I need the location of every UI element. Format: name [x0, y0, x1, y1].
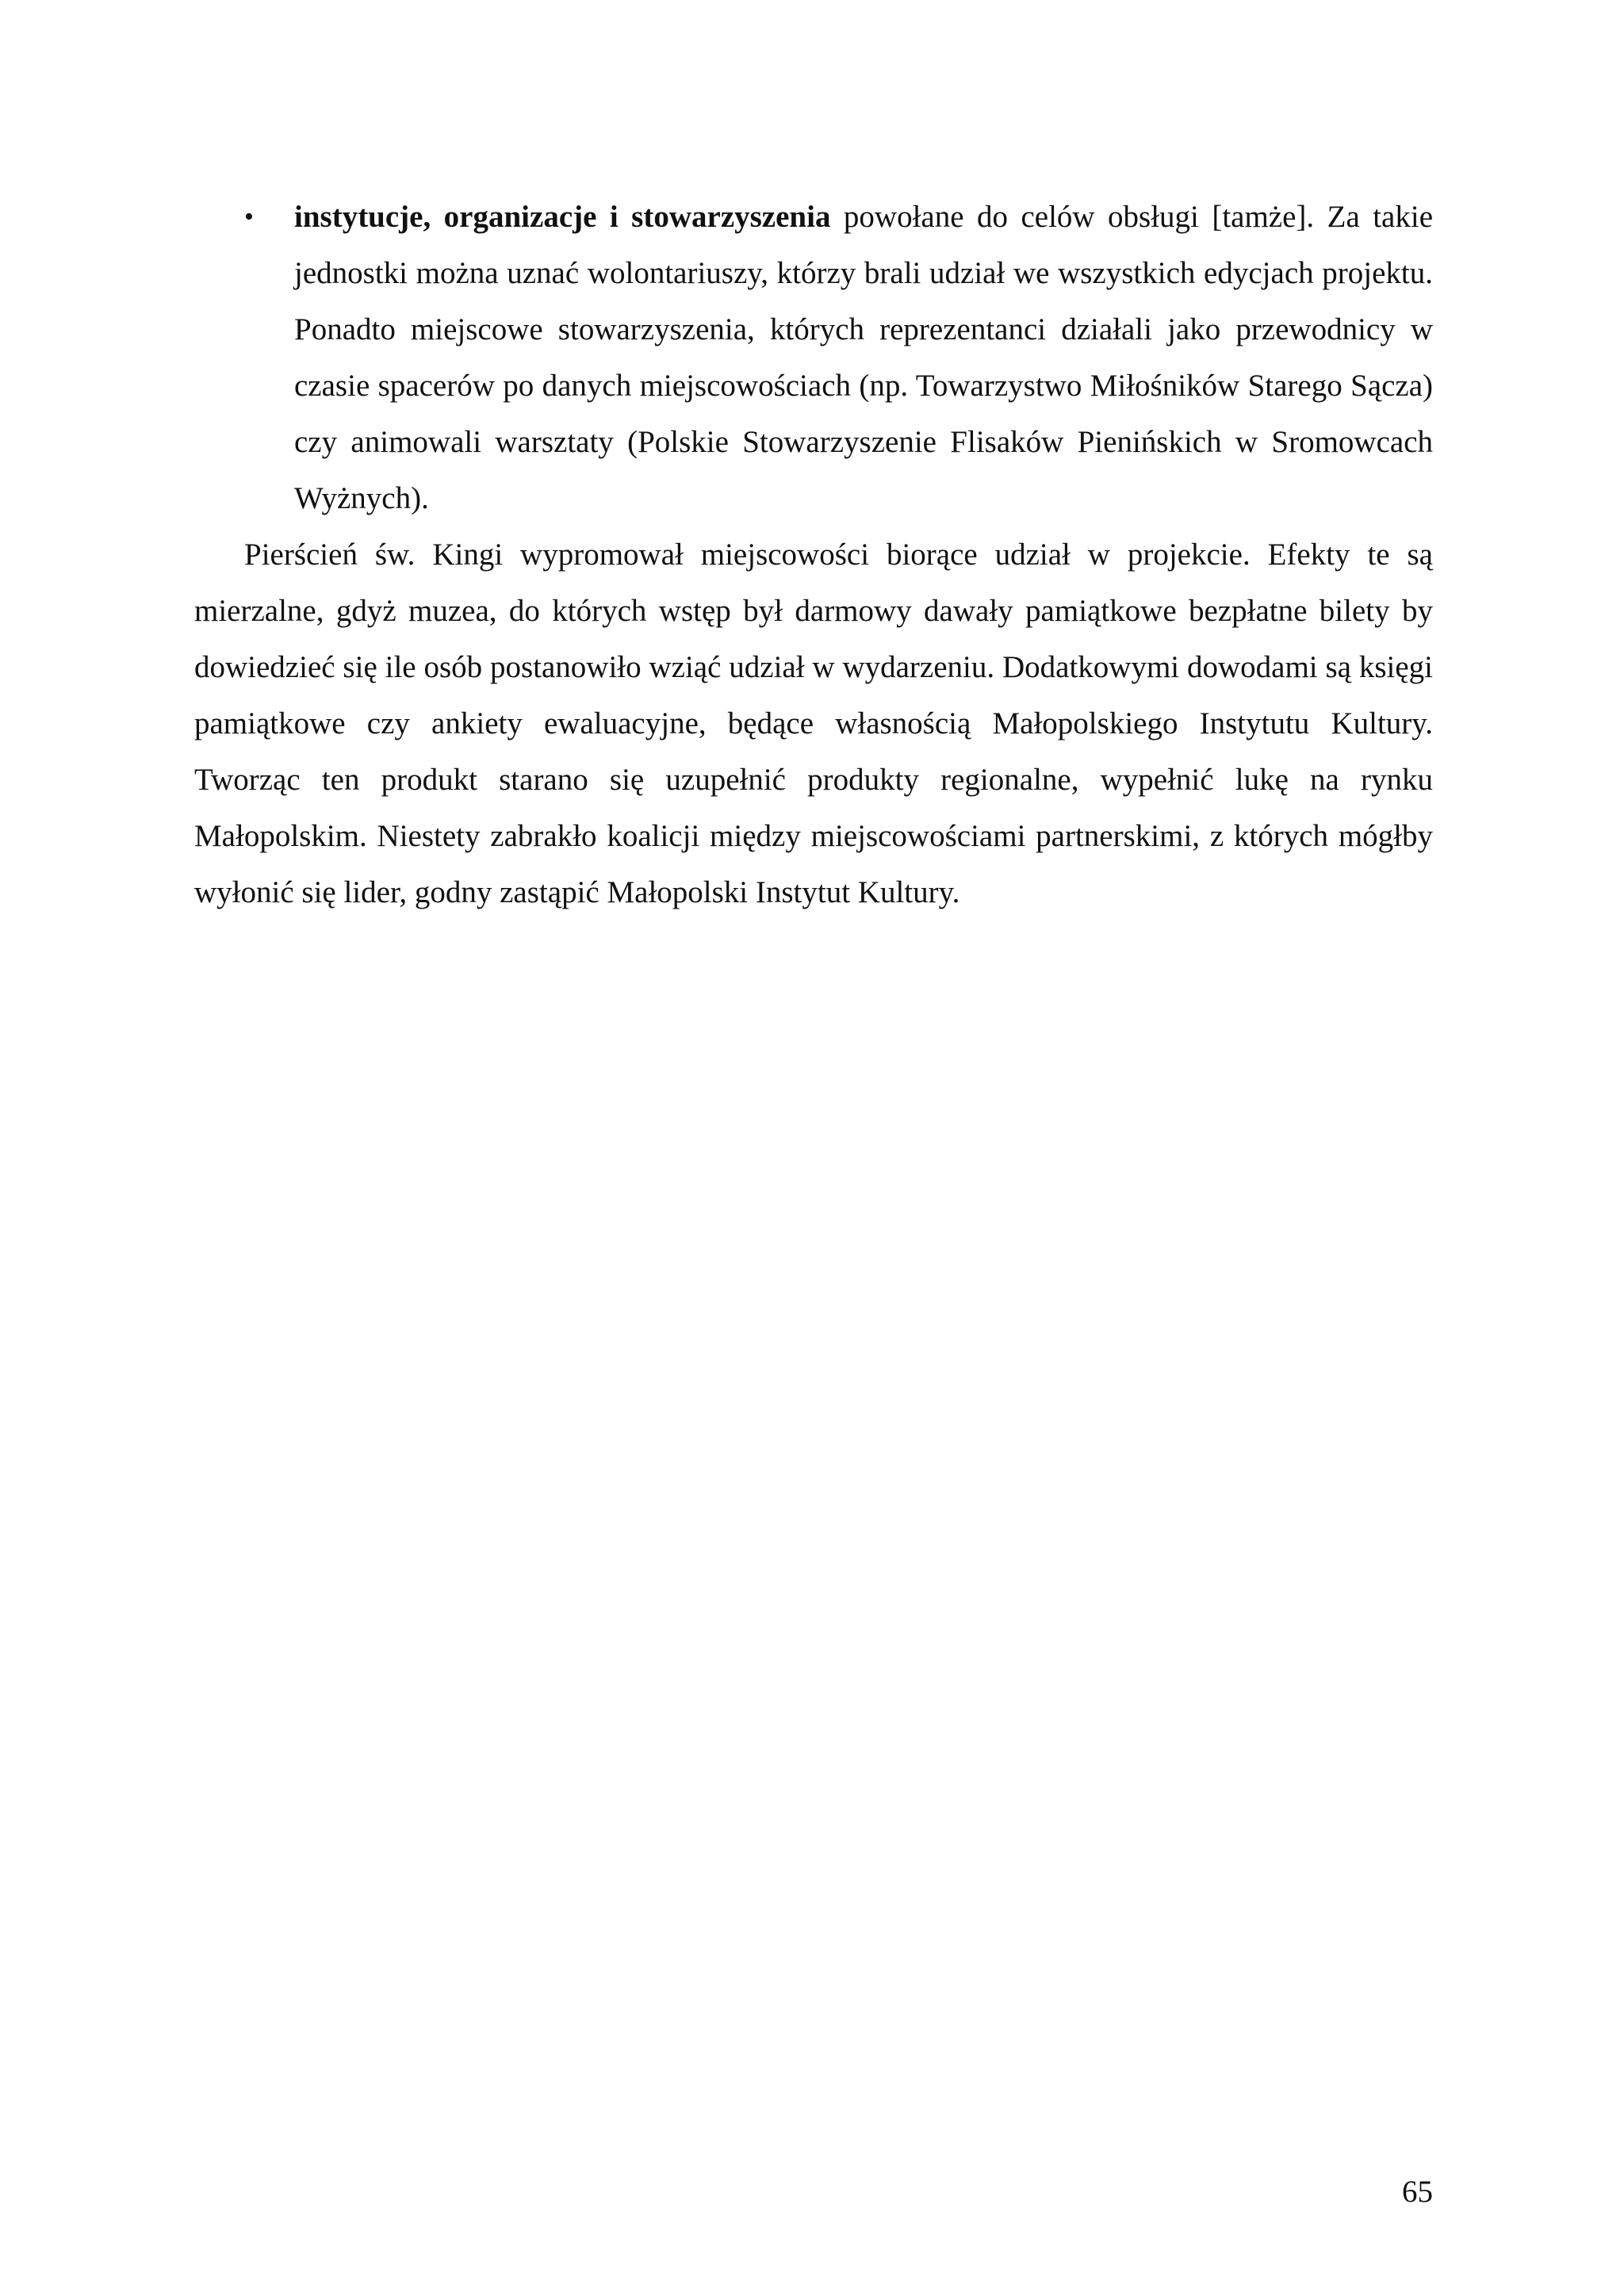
- page-number: 65: [1402, 2175, 1433, 2209]
- bullet-list-item: [194, 189, 1433, 526]
- body-text: [194, 189, 1433, 920]
- bullet-bold-term: instytucje, organizacje i stowarzyszenia: [294, 200, 831, 234]
- bullet-text: powołane do celów obsługi [tamże]. Za takie jednostki można uznać wolontariuszy, którzy brali udział we wszystkich edycjach projektu. Ponadto miejscowe stowarzyszenia, których reprezentanci działali jako przewodnicy w czasie spacerów po danych miejscowościach (np. Towarzystwo Miłośników Starego Sącza) czy animowali warsztaty (Polskie Stowarzyszenie Flisaków Pienińskich w Sromowcach Wyżnych).: [294, 200, 1434, 515]
- body-paragraph: Pierścień św. Kingi wypromował miejscowości biorące udział w projekcie. Efekty te są mierzalne, gdyż muzea, do których wstęp był darmowy dawały pamiątkowe bezpłatne bilety by dowiedzieć się ile osób postanowiło wziąć udział w wydarzeniu. Dodatkowymi dowodami są księgi pamiątkowe czy ankiety ewaluacyjne, będące własnością Małopolskiego Instytutu Kultury. Tworząc ten produkt starano się uzupełnić produkty regionalne, wypełnić lukę na rynku Małopolskim. Niestety zabrakło koalicji między miejscowościami partnerskimi, z których mógłby wyłonić się lider, godny zastąpić Małopolski Instytut Kultury.: [194, 538, 1433, 909]
- bullet-icon: •: [244, 202, 254, 232]
